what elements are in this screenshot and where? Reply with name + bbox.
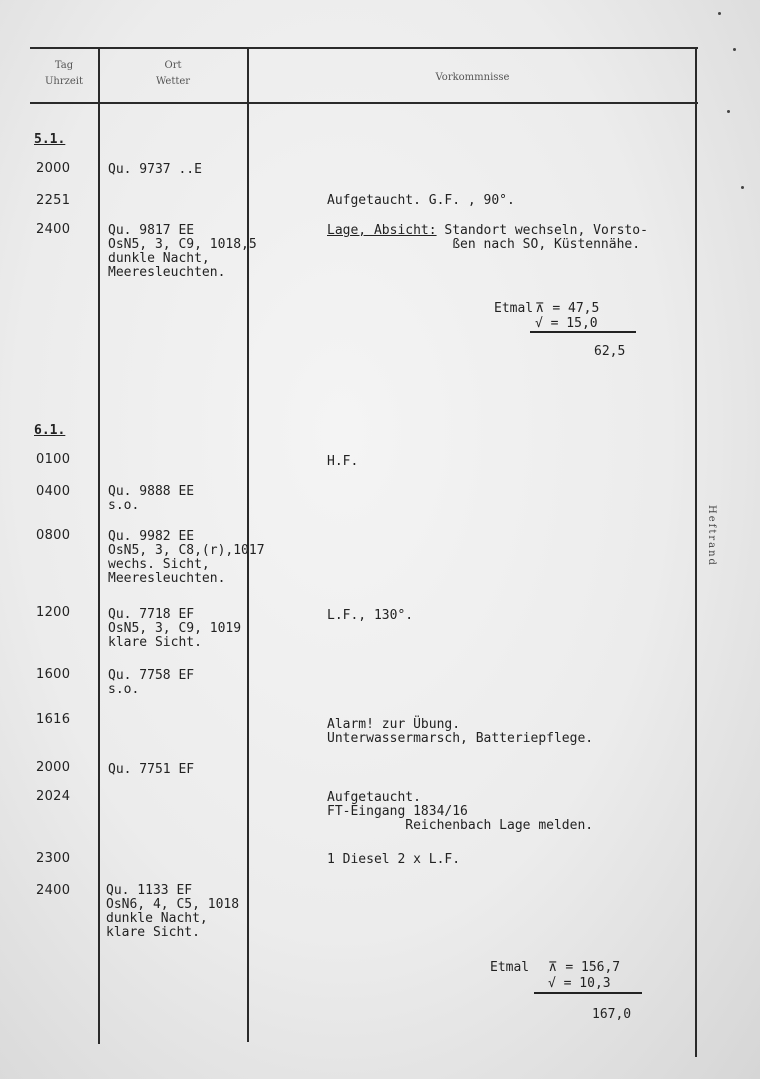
entry-text: L.F., 130°. [327,608,414,623]
entry-ort: Qu. 9737 ..E [108,162,202,177]
entry-time: 0100 [36,452,71,467]
day-label: 5.1. [34,132,66,147]
etmal-line-2: √ = 10,3 [548,976,611,991]
header-vorkommnisse: Vorkommnisse [435,72,510,83]
entry-time: 2000 [36,760,71,775]
etmal-line-1: ⊼ = 156,7 [548,960,621,975]
entry-ort: Qu. 9888 EE s.o. [108,484,195,513]
etmal-line-2: √ = 15,0 [535,316,598,331]
table-top-rule [30,47,698,49]
entry-text: Aufgetaucht. G.F. , 90°. [327,193,515,208]
scan-speck [741,186,744,189]
entry-text-body: Standort wechseln, Vorsto- ßen nach SO, Küstennähe. [444,223,648,252]
entry-time: 1200 [36,605,71,620]
entry-time: 0800 [36,528,71,543]
entry-time: 2251 [36,193,71,208]
entry-text [327,224,648,252]
entry-time: 2024 [36,789,71,804]
entry-text: Alarm! zur Übung. Unterwassermarsch, Batteriepflege. [327,717,594,746]
day-label: 6.1. [34,423,66,438]
entry-time: 1600 [36,667,71,682]
entry-ort: Qu. 7758 EF s.o. [108,668,195,697]
entry-text: Aufgetaucht. FT-Eingang 1834/16 Reichenbach Lage melden. [327,790,594,833]
etmal-sum-rule [534,992,642,994]
etmal-total: 167,0 [592,1007,632,1022]
etmal-sum-rule [530,331,636,333]
margin-label-heftrand: Heftrand [706,505,717,567]
header-ort-wetter: Ort Wetter [155,60,191,87]
entry-ort: Qu. 9982 EE OsN5, 3, C8,(r),1017 wechs. Sicht, Meeresleuchten. [108,529,265,586]
entry-text-heading: Lage, Absicht: [327,223,437,238]
entry-time: 0400 [36,484,71,499]
scan-speck [733,48,736,51]
etmal-line-1: ⊼ = 47,5 [535,301,600,316]
column-divider-1 [98,47,100,1044]
entry-time: 2000 [36,161,71,176]
entry-ort: Qu. 7718 EF OsN5, 3, C9, 1019 klare Sicht. [108,607,242,650]
entry-time: 2400 [36,883,71,898]
etmal-label: Etmal [490,960,530,975]
entry-ort: Qu. 1133 EF OsN6, 4, C5, 1018 dunkle Nacht, klare Sicht. [106,883,240,940]
etmal-total: 62,5 [594,344,626,359]
scan-speck [727,110,730,113]
entry-time: 2300 [36,851,71,866]
entry-ort: Qu. 9817 EE OsN5, 3, C9, 1018,5 dunkle Nacht, Meeresleuchten. [108,223,257,280]
entry-time: 1616 [36,712,71,727]
entry-time: 2400 [36,222,71,237]
header-bottom-rule [30,102,698,104]
entry-text: 1 Diesel 2 x L.F. [327,852,461,867]
entry-ort: Qu. 7751 EF [108,762,195,777]
entry-text: H.F. [327,454,359,469]
etmal-label: Etmal [494,301,534,316]
scan-speck [718,12,721,15]
header-tag-uhrzeit: Tag Uhrzeit [44,60,84,87]
